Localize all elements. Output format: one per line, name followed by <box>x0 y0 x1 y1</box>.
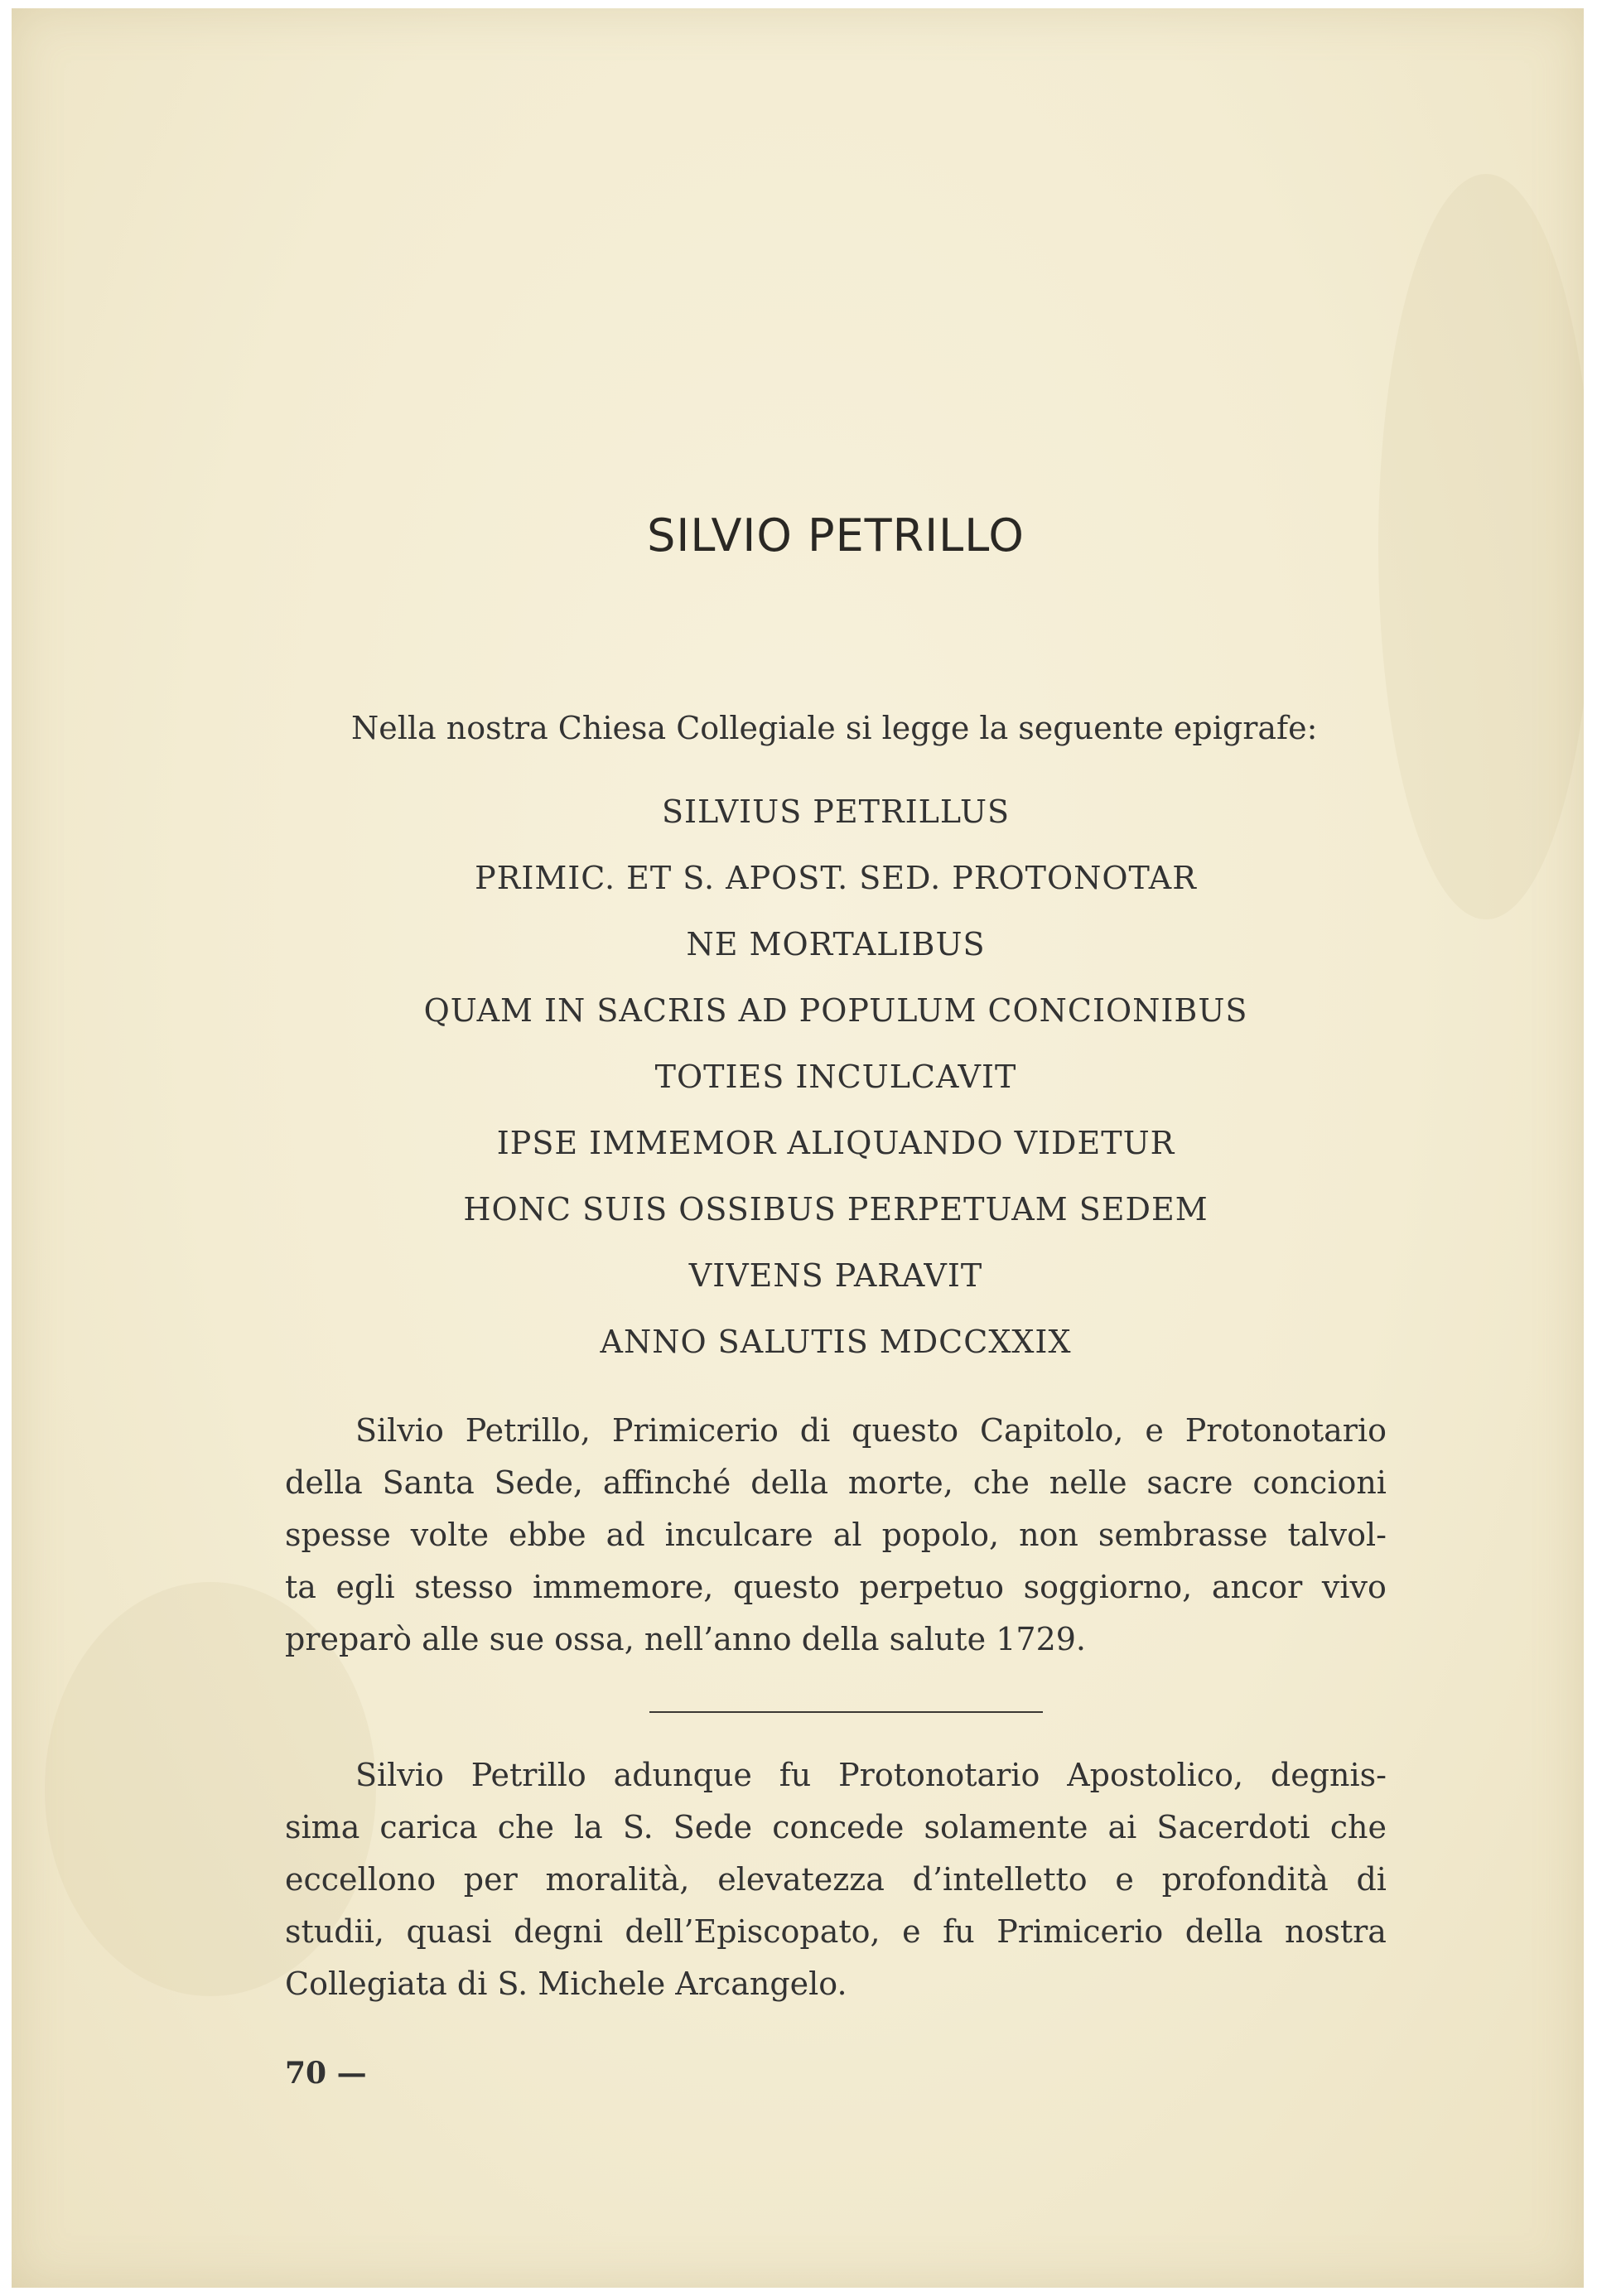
word: non <box>1019 1517 1078 1553</box>
epigraph-line: VIVENS PARAVIT <box>688 1257 983 1294</box>
commentary-paragraph <box>285 1754 1387 2015</box>
word: adunque <box>613 1757 752 1793</box>
word: Santa <box>382 1464 475 1501</box>
word: di <box>1356 1861 1387 1898</box>
word: quasi <box>406 1913 492 1950</box>
translation-paragraph <box>285 1410 1387 1671</box>
word: nostra <box>1285 1913 1387 1950</box>
word: Primicerio <box>611 1412 779 1449</box>
word: che <box>1329 1809 1387 1845</box>
word: Sede <box>673 1809 753 1845</box>
word: ad <box>606 1517 645 1553</box>
word: questo <box>852 1412 959 1449</box>
paragraph-line <box>285 1514 1387 1566</box>
word: questo <box>733 1569 840 1605</box>
word: soggiorno, <box>1023 1569 1193 1605</box>
word: concede <box>772 1809 905 1845</box>
epigraph-line: TOTIES INCULCAVIT <box>654 1059 1017 1095</box>
word: e <box>902 1913 921 1950</box>
word: ta <box>285 1569 316 1605</box>
word: studii, <box>285 1913 384 1950</box>
word: carica <box>379 1809 478 1845</box>
epigraph-line: HONC SUIS OSSIBUS PERPETUAM SEDEM <box>463 1191 1209 1228</box>
word: sacre <box>1146 1464 1233 1501</box>
word: nelle <box>1049 1464 1127 1501</box>
word: d’intelletto <box>912 1861 1088 1898</box>
word: profondità <box>1161 1861 1329 1898</box>
word: ancor <box>1211 1569 1303 1605</box>
word: Primicerio <box>996 1913 1164 1950</box>
word: ebbe <box>509 1517 586 1553</box>
word: ai <box>1107 1809 1137 1845</box>
word: dell’Episcopato, <box>625 1913 881 1950</box>
intro-text: Nella nostra Chiesa Collegiale si legge la seguente epigrafe: <box>351 710 1318 746</box>
paragraph-line <box>285 1410 1387 1462</box>
word: al <box>832 1517 862 1553</box>
word: sembrasse <box>1098 1517 1268 1553</box>
word: Silvio <box>355 1412 444 1449</box>
section-divider <box>649 1711 1043 1713</box>
epigraph-line: SILVIUS PETRILLUS <box>661 793 1011 830</box>
word: perpetuo <box>859 1569 1004 1605</box>
word: S. <box>622 1809 654 1845</box>
word: della <box>750 1464 829 1501</box>
word: Protonotario <box>838 1757 1040 1793</box>
word: egli <box>335 1569 395 1605</box>
paper-stain <box>1378 174 1584 919</box>
paragraph-line: Collegiata di S. Michele Arcangelo. <box>285 1966 847 2002</box>
word: e <box>1115 1861 1134 1898</box>
paragraph-line <box>285 1462 1387 1514</box>
word: volte <box>410 1517 490 1553</box>
word: fu <box>779 1757 812 1793</box>
word: inculcare <box>664 1517 813 1553</box>
word: affinché <box>602 1464 731 1501</box>
word: Capitolo, <box>979 1412 1124 1449</box>
paragraph-line <box>285 1806 1387 1859</box>
word: moralità, <box>545 1861 690 1898</box>
word: Silvio <box>355 1757 444 1793</box>
word: concioni <box>1252 1464 1387 1501</box>
word: solamente <box>924 1809 1088 1845</box>
document-page <box>12 8 1584 2288</box>
paragraph-line <box>285 1911 1387 1963</box>
epigraph <box>285 793 1387 1390</box>
paragraph-line: preparò alle sue ossa, nell’anno della salute 1729. <box>285 1621 1087 1657</box>
word: della <box>285 1464 363 1501</box>
word: spesse <box>285 1517 391 1553</box>
paragraph-line <box>285 1754 1387 1806</box>
word: elevatezza <box>717 1861 885 1898</box>
word: Sede, <box>494 1464 584 1501</box>
paragraph-line <box>285 1859 1387 1911</box>
word: immemore, <box>533 1569 714 1605</box>
word: che <box>497 1809 554 1845</box>
epigraph-line: PRIMIC. ET S. APOST. SED. PROTONOTAR <box>475 860 1197 896</box>
word: degnis- <box>1270 1757 1387 1793</box>
word: eccellono <box>285 1861 437 1898</box>
epigraph-line: QUAM IN SACRIS AD POPULUM CONCIONIBUS <box>423 992 1248 1029</box>
word: della <box>1184 1913 1263 1950</box>
word: fu <box>943 1913 975 1950</box>
page-number: 70 — <box>285 2056 367 2091</box>
word: per <box>463 1861 518 1898</box>
word: la <box>574 1809 603 1845</box>
word: sima <box>285 1809 360 1845</box>
word: morte, <box>847 1464 953 1501</box>
word: Apostolico, <box>1067 1757 1244 1793</box>
word: Petrillo <box>470 1757 586 1793</box>
word: Protonotario <box>1184 1412 1387 1449</box>
word: di <box>799 1412 831 1449</box>
epigraph-line: ANNO SALUTIS MDCCXXIX <box>600 1324 1072 1360</box>
paragraph-line <box>285 1566 1387 1618</box>
word: vivo <box>1321 1569 1387 1605</box>
word: popolo, <box>881 1517 1000 1553</box>
word: talvol- <box>1287 1517 1387 1553</box>
word: stesso <box>414 1569 514 1605</box>
page-title: SILVIO PETRILLO <box>647 509 1025 562</box>
epigraph-line: IPSE IMMEMOR ALIQUANDO VIDETUR <box>496 1125 1175 1161</box>
word: e <box>1145 1412 1164 1449</box>
word: degni <box>514 1913 603 1950</box>
word: che <box>972 1464 1030 1501</box>
epigraph-line: NE MORTALIBUS <box>686 926 986 962</box>
word: Petrillo, <box>465 1412 591 1449</box>
word: Sacerdoti <box>1156 1809 1310 1845</box>
